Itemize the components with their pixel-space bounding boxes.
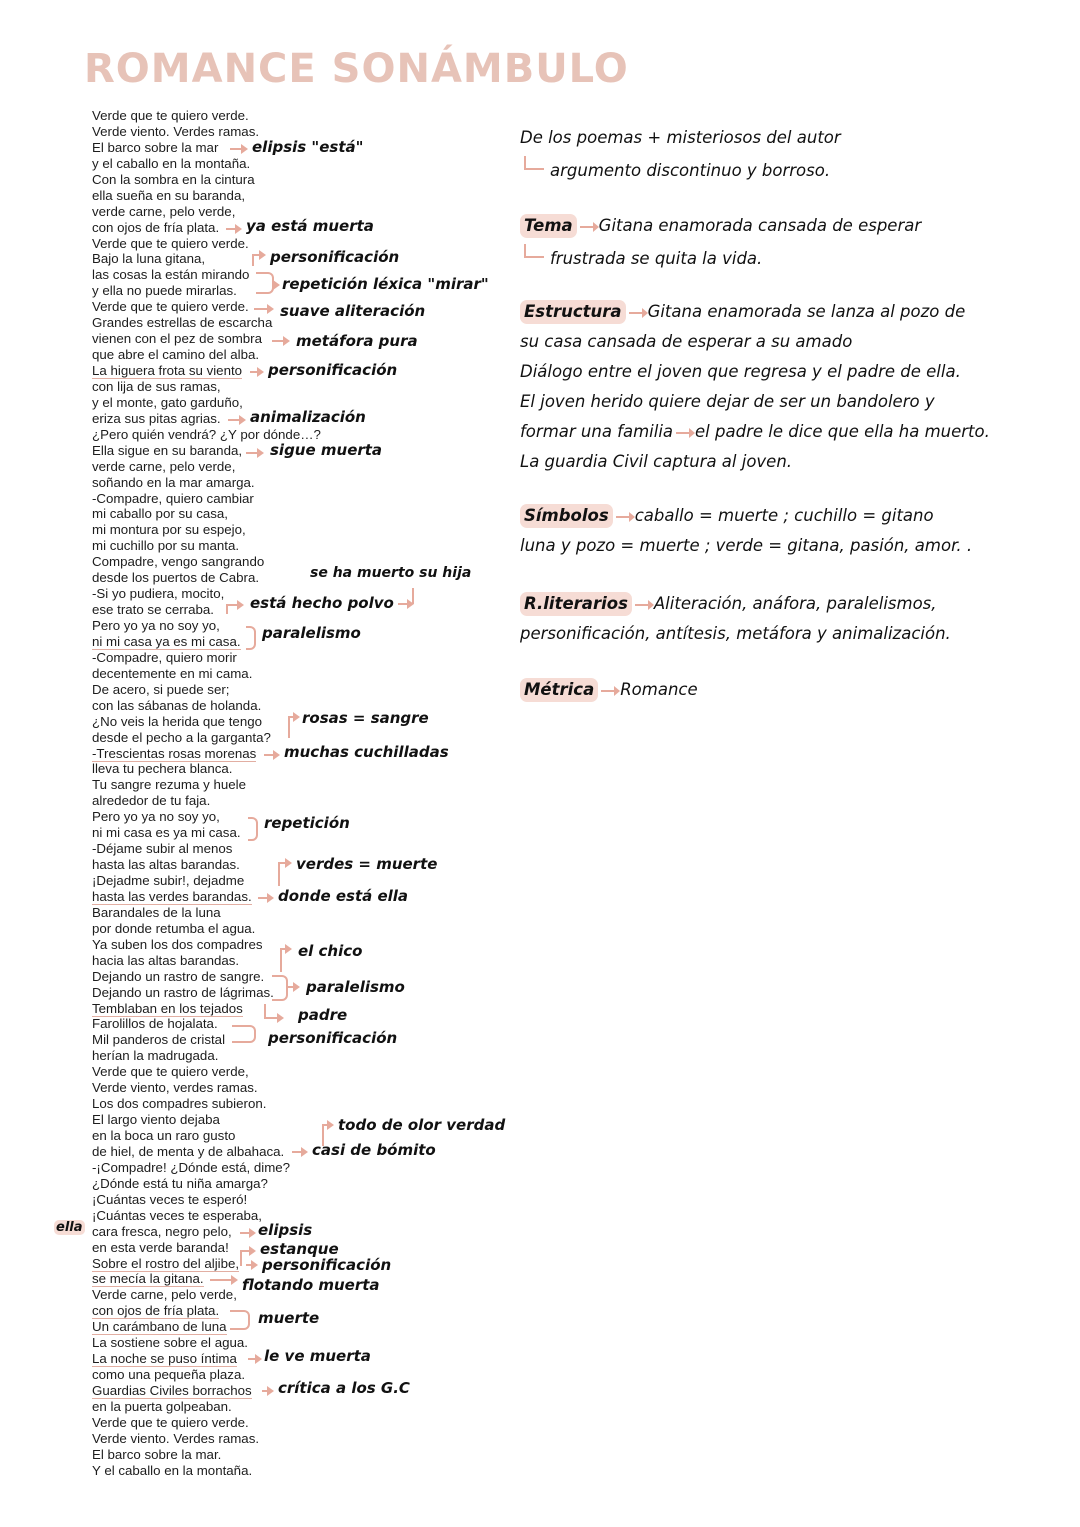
- poem-line: La noche se puso íntima: [92, 1351, 237, 1367]
- arrow: [288, 716, 298, 718]
- annotation-personificacion-2: personificación: [268, 361, 398, 379]
- estructura-line-1: Estructura Gitana enamorada se lanza al pozo de: [520, 300, 965, 324]
- annotation-muerte: muerte: [258, 1309, 320, 1327]
- annotation-se-ha-muerto: se ha muerto su hija: [310, 565, 472, 581]
- poem-line: cara fresca, negro pelo,: [92, 1223, 232, 1239]
- poem-line: -Trescientas rosas morenas: [92, 745, 257, 761]
- page-title: ROMANCE SONÁMBULO: [84, 46, 629, 92]
- simbolos-line-1: Símbolos caballo = muerte ; cuchillo = gitano: [520, 504, 934, 528]
- poem-line: herían la madrugada.: [92, 1048, 219, 1064]
- annotation-personificacion: personificación: [270, 248, 400, 266]
- connector-line: [240, 1250, 242, 1266]
- annotation-suave-aliteracion: suave aliteración: [280, 302, 426, 320]
- arrow: [228, 419, 244, 421]
- poem-line: vienen con el pez de sombra: [92, 331, 263, 347]
- poem-line: alrededor de tu faja.: [92, 793, 211, 809]
- poem-line: Farolillos de hojalata.: [92, 1016, 218, 1032]
- poem-line: decentemente en mi cama.: [92, 665, 253, 681]
- poem-line: se mecía la gitana.: [92, 1271, 204, 1287]
- poem-line: ¡Cuántas veces te esperaba,: [92, 1207, 263, 1223]
- connector-line: [288, 716, 290, 738]
- poem-line: hasta las altas barandas.: [92, 857, 240, 873]
- arrow: [635, 604, 651, 606]
- poem-line: mi caballo por su casa,: [92, 506, 228, 522]
- poem-line: La sostiene sobre el agua.: [92, 1335, 248, 1351]
- simbolos-line-2: luna y pozo = muerte ; verde = gitana, pasión, amor. .: [520, 536, 973, 555]
- poem-line: con las sábanas de holanda.: [92, 697, 262, 713]
- connector-line: [280, 948, 282, 972]
- poem-line: mi cuchillo por su manta.: [92, 538, 240, 554]
- arrow: [322, 1124, 332, 1126]
- annotation-el-chico: el chico: [298, 942, 363, 960]
- poem-line: El barco sobre la mar: [92, 139, 219, 155]
- annotation-repeticion: repetición: [264, 814, 350, 832]
- rliterarios-label: R.literarios: [520, 592, 632, 616]
- poem-line: Verde que te quiero verde.: [92, 299, 249, 315]
- estructura-line-4: El joven herido quiere dejar de ser un bandolero y: [520, 392, 935, 411]
- annotation-sigue-muerta: sigue muerta: [270, 441, 383, 459]
- connector-line: [264, 1004, 266, 1018]
- poem-line: ¡Cuántas veces te esperó!: [92, 1191, 248, 1207]
- poem-line: -Si yo pudiera, mocito,: [92, 586, 225, 602]
- annotation-ya-esta-muerta: ya está muerta: [246, 217, 374, 235]
- tema-line-1: Tema Gitana enamorada cansada de esperar: [520, 214, 921, 238]
- poem-line: lleva tu pechera blanca.: [92, 761, 233, 777]
- poem-line: con lija de sus ramas,: [92, 378, 221, 394]
- poem-line: -Compadre, quiero cambiar: [92, 490, 254, 506]
- poem-line: Los dos compadres subieron.: [92, 1096, 267, 1112]
- poem-line: y el caballo en la montaña.: [92, 155, 251, 171]
- annotation-padre: padre: [298, 1006, 348, 1024]
- arrow: [580, 226, 596, 228]
- poem-line: eriza sus pitas agrias.: [92, 410, 221, 426]
- arrow: [226, 228, 240, 230]
- poem-line: Barandales de la luna: [92, 904, 221, 920]
- poem-line: de hiel, de menta y de albahaca.: [92, 1143, 285, 1159]
- bracket: [230, 1310, 250, 1330]
- poem-line: Mil panderos de cristal: [92, 1032, 226, 1048]
- poem-line: por donde retumba el agua.: [92, 920, 256, 936]
- arrow: [250, 371, 262, 373]
- poem-line: El barco sobre la mar.: [92, 1446, 222, 1462]
- poem-line: Verde viento. Verdes ramas.: [92, 123, 260, 139]
- poem-line: verde carne, pelo verde,: [92, 458, 236, 474]
- poem-line: Un carámbano de luna: [92, 1319, 227, 1335]
- poem-line: verde carne, pelo verde,: [92, 203, 236, 219]
- estructura-line-6: La guardia Civil captura al joven.: [520, 452, 793, 471]
- poem-line: soñando en la mar amarga.: [92, 474, 255, 490]
- arrow: [254, 308, 272, 310]
- arrow: [278, 862, 290, 864]
- arrow: [264, 754, 278, 756]
- poem-line: Ya suben los dos compadres: [92, 936, 263, 952]
- annotation-flotando-muerta: flotando muerta: [242, 1276, 380, 1294]
- hook-arrow: [524, 156, 544, 170]
- poem-line: desde los puertos de Cabra.: [92, 570, 260, 586]
- tema-label: Tema: [520, 214, 577, 238]
- rliterarios-line-1: R.literarios Aliteración, anáfora, paralelismos,: [520, 592, 937, 616]
- annotation-paralelismo-2: paralelismo: [306, 978, 405, 996]
- annotation-ella: ella: [56, 1220, 83, 1235]
- arrow: [272, 340, 288, 342]
- poem-line: -Compadre, quiero morir: [92, 649, 237, 665]
- poem-line: las cosas la están mirando: [92, 267, 250, 283]
- poem-line: Verde que te quiero verde.: [92, 108, 249, 123]
- bracket: [272, 975, 288, 1001]
- poem-line: y el monte, gato garduño,: [92, 394, 243, 410]
- arrow: [601, 690, 617, 692]
- annotation-todo-de-olor: todo de olor verdad: [338, 1116, 506, 1134]
- annotation-le-ve-muerta: le ve muerta: [264, 1347, 371, 1365]
- annotation-estanque: estanque: [260, 1240, 339, 1258]
- poem-line: Verde que te quiero verde,: [92, 1064, 249, 1080]
- poem-line: con ojos de fría plata.: [92, 219, 220, 235]
- arrow: [262, 1390, 272, 1392]
- arrow: [286, 986, 298, 988]
- estructura-label: Estructura: [520, 300, 626, 324]
- annotation-personificacion-4: personificación: [262, 1256, 392, 1274]
- hook-arrow: [524, 244, 544, 258]
- poem-line: Pero yo ya no soy yo,: [92, 618, 220, 633]
- arrow: [252, 254, 264, 256]
- arrow: [292, 1151, 306, 1153]
- annotation-elipsis: elipsis: [258, 1221, 313, 1239]
- poem-line: Pero yo ya no soy yo,: [92, 809, 220, 825]
- arrow: [676, 432, 692, 434]
- arrow: [258, 897, 272, 899]
- poem-line: Compadre, vengo sangrando: [92, 554, 265, 570]
- bracket: [232, 1025, 256, 1043]
- poem-line: Guardias Civiles borrachos: [92, 1383, 252, 1398]
- metrica-label: Métrica: [520, 678, 598, 702]
- poem-line: Sobre el rostro del aljibe,: [92, 1255, 240, 1271]
- simbolos-label: Símbolos: [520, 504, 613, 528]
- poem-line: Con la sombra en la cintura: [92, 171, 255, 187]
- tema-line-2: frustrada se quita la vida.: [520, 244, 762, 271]
- poem-line: -Déjame subir al menos: [92, 841, 233, 857]
- poem-line: en la puerta golpeaban.: [92, 1398, 232, 1414]
- poem-line: Verde que te quiero verde.: [92, 1414, 249, 1430]
- rliterarios-line-2: personificación, antítesis, metáfora y animalización.: [520, 624, 951, 643]
- intro-line-2: argumento discontinuo y borroso.: [520, 156, 830, 183]
- poem-line: Verde que te quiero verde.: [92, 235, 249, 251]
- poem-line: ese trato se cerraba.: [92, 602, 214, 618]
- annotation-muchas-cuchilladas: muchas cuchilladas: [284, 743, 449, 761]
- poem-line: mi montura por su espejo,: [92, 522, 246, 538]
- arrow: [264, 1017, 282, 1019]
- annotation-esta-hecho-polvo: está hecho polvo: [250, 594, 394, 612]
- poem-line: Dejando un rastro de sangre.: [92, 968, 265, 984]
- poem-line: Tu sangre rezuma y huele: [92, 777, 246, 793]
- poem-line: Temblaban en los tejados: [92, 1000, 243, 1016]
- arrow: [616, 516, 632, 518]
- annotation-verdes-muerte: verdes = muerte: [296, 855, 438, 873]
- poem-line: que abre el camino del alba.: [92, 347, 260, 363]
- estructura-line-3: Diálogo entre el joven que regresa y el padre de ella.: [520, 362, 961, 381]
- poem-line: Dejando un rastro de lágrimas.: [92, 984, 274, 1000]
- estructura-line-2: su casa cansada de esperar a su amado: [520, 332, 853, 351]
- poem-line: Verde viento. Verdes ramas.: [92, 1430, 260, 1446]
- annotation-elipsis-esta: elipsis "está": [252, 138, 364, 156]
- arrow: [248, 1358, 260, 1360]
- poem-line: El largo viento dejaba: [92, 1112, 220, 1128]
- poem-line: y ella no puede mirarlas.: [92, 283, 237, 299]
- poem-line: De acero, si puede ser;: [92, 681, 230, 697]
- annotation-rosas-sangre: rosas = sangre: [302, 709, 429, 727]
- poem-line: desde el pecho a la garganta?: [92, 729, 271, 745]
- arrow: [226, 604, 242, 606]
- arrow: [629, 312, 645, 314]
- arrow: [272, 284, 278, 286]
- bracket: [246, 626, 256, 650]
- poem-line: en la boca un raro gusto: [92, 1128, 236, 1143]
- bracket: [248, 817, 258, 841]
- poem-line: Grandes estrellas de escarcha: [92, 315, 273, 331]
- arrow: [240, 1232, 254, 1234]
- poem-line: La higuera frota su viento: [92, 363, 243, 378]
- annotation-critica: crítica a los G.C: [278, 1379, 410, 1397]
- annotation-repeticion-lexica: repetición léxica "mirar": [282, 275, 489, 293]
- annotation-metafora-pura: metáfora pura: [296, 332, 418, 350]
- poem-line: Y el caballo en la montaña.: [92, 1462, 253, 1478]
- arrow: [230, 148, 246, 150]
- arrow: [280, 948, 290, 950]
- annotation-donde-esta-ella: donde está ella: [278, 887, 409, 905]
- arrow: [398, 603, 412, 605]
- poem-line: ¡Dejadme subir!, dejadme: [92, 873, 245, 888]
- arrow: [246, 1264, 256, 1266]
- poem-line: ¿Dónde está tu niña amarga?: [92, 1175, 268, 1191]
- poem-line: -¡Compadre! ¿Dónde está, dime?: [92, 1159, 291, 1175]
- poem-line: Ella sigue en su baranda,: [92, 442, 243, 458]
- poem-line: hasta las verdes barandas.: [92, 888, 252, 904]
- poem-line: ni mi casa ya es mi casa.: [92, 633, 241, 649]
- poem-line: ¿Pero quién vendrá? ¿Y por dónde…?: [92, 426, 321, 442]
- poem-line: ni mi casa es ya mi casa.: [92, 825, 241, 841]
- arrow: [246, 452, 262, 454]
- poem-line: con ojos de fría plata.: [92, 1303, 220, 1319]
- poem-line: ¿No veis la herida que tengo: [92, 713, 263, 729]
- annotation-paralelismo: paralelismo: [262, 624, 361, 642]
- poem-line: ella sueña en su baranda,: [92, 187, 246, 203]
- intro-line-1: De los poemas + misteriosos del autor: [520, 128, 841, 147]
- poem-line: como una pequeña plaza.: [92, 1367, 246, 1383]
- poem-line: Bajo la luna gitana,: [92, 251, 206, 267]
- estructura-line-5: formar una familia el padre le dice que ella ha muerto.: [520, 422, 990, 441]
- connector-line: [278, 862, 280, 886]
- arrow: [210, 1279, 236, 1281]
- annotation-casi-de-vomito: casi de bómito: [312, 1141, 436, 1159]
- metrica-line: Métrica Romance: [520, 678, 698, 702]
- annotation-personificacion-3: personificación: [268, 1029, 398, 1047]
- arrow: [240, 1250, 254, 1252]
- poem-line: hacia las altas barandas.: [92, 952, 240, 968]
- bracket: [256, 272, 274, 294]
- poem-line: en esta verde baranda!: [92, 1239, 229, 1255]
- annotation-animalizacion: animalización: [250, 408, 366, 426]
- poem-line: Verde viento, verdes ramas.: [92, 1080, 258, 1096]
- poem-line: Verde carne, pelo verde,: [92, 1287, 237, 1303]
